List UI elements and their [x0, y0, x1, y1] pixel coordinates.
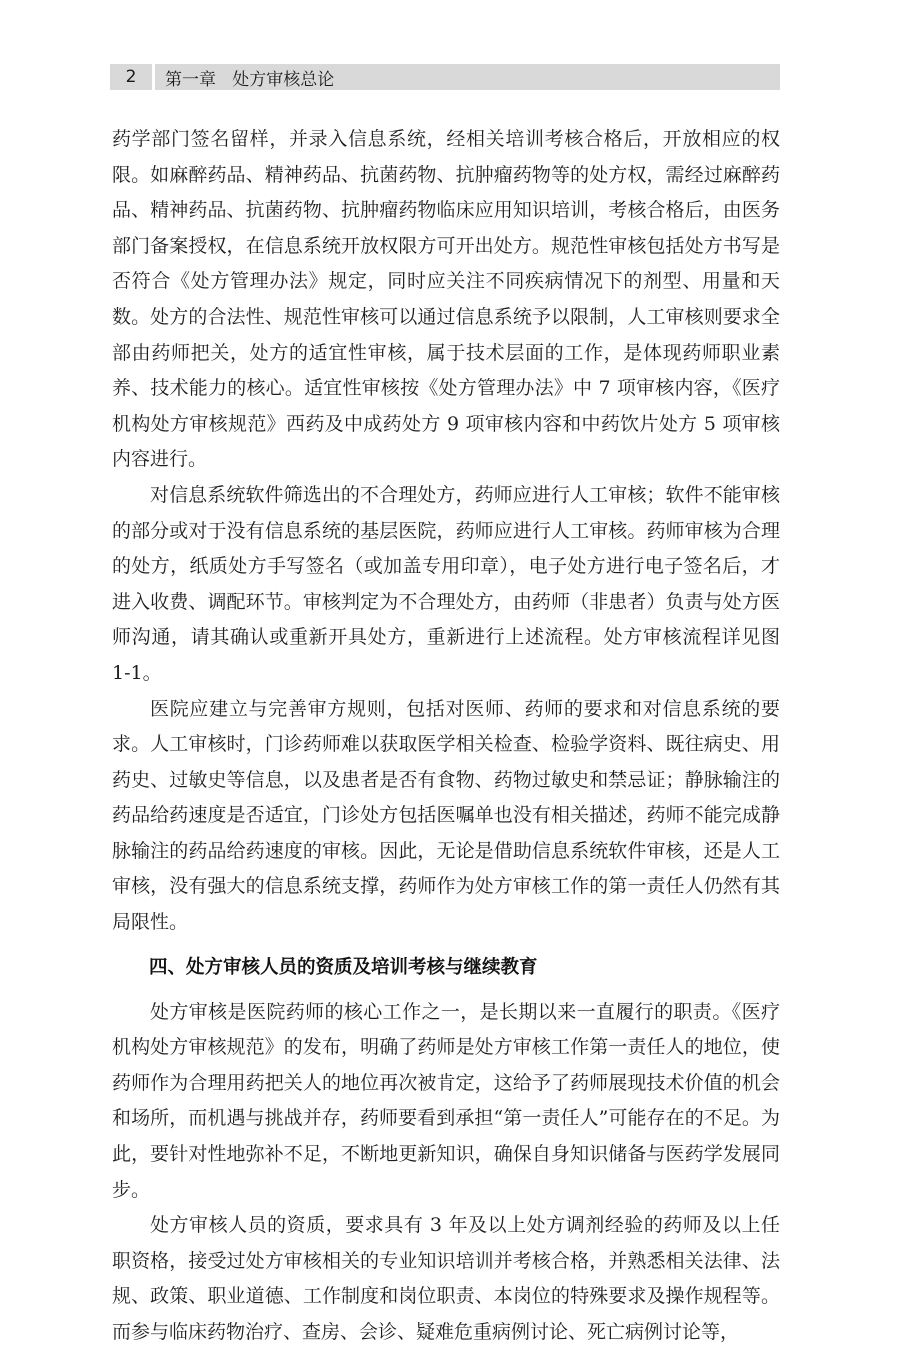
header-divider: [152, 64, 155, 90]
paragraph-continued: 药学部门签名留样，并录入信息系统，经相关培训考核合格后，开放相应的权限。如麻醉药品、精神药品、抗菌药物、抗肿瘤药物等的处方权，需经过麻醉药品、精神药品、抗菌药物、抗肿瘤药物临床应用知识培训，考核合格后，由医务部门备案授权，在信息系统开放权限方可开出处方。规范性审核包括处方书写是否符合《处方管理办法》规定，同时应关注不同疾病情况下的剂型、用量和天数。处方的合法性、规范性审核可以通过信息系统予以限制，人工审核则要求全部由药师把关，处方的适宜性审核，属于技术层面的工作，是体现药师职业素养、技术能力的核心。适宜性审核按《处方管理办法》中 7 项审核内容，《医疗机构处方审核规范》西药及中成药处方 9 项审核内容和中药饮片处方 5 项审核内容进行。: [112, 128, 780, 471]
paragraph: 对信息系统软件筛选出的不合理处方，药师应进行人工审核；软件不能审核的部分或对于没有信息系统的基层医院，药师应进行人工审核。药师审核为合理的处方，纸质处方手写签名（或加盖专用印章），电子处方进行电子签名后，才进入收费、调配环节。审核判定为不合理处方，由药师（非患者）负责与处方医师沟通，请其确认或重新开具处方，重新进行上述流程。处方审核流程详见图 1-1。: [112, 483, 780, 684]
page-body: [112, 122, 780, 1351]
page-number: 2: [125, 67, 137, 87]
chapter-title: 第一章 处方审核总论: [165, 69, 335, 90]
running-header: [110, 64, 780, 90]
paragraph: 医院应建立与完善审方规则，包括对医师、药师的要求和对信息系统的要求。人工审核时，门诊药师难以获取医学相关检查、检验学资料、既往病史、用药史、过敏史等信息，以及患者是否有食物、药物过敏史和禁忌证；静脉输注的药品给药速度是否适宜，门诊处方包括医嘱单也没有相关描述，药师不能完成静脉输注的药品给药速度的审核。因此，无论是借助信息系统软件审核，还是人工审核，没有强大的信息系统支撑，药师作为处方审核工作的第一责任人仍然有其局限性。: [112, 697, 780, 934]
paragraph: 处方审核人员的资质，要求具有 3 年及以上处方调剂经验的药师及以上任职资格，接受过处方审核相关的专业知识培训并考核合格，并熟悉相关法律、法规、政策、职业道德、工作制度和岗位职责、本岗位的特殊要求及操作规程等。而参与临床药物治疗、查房、会诊、疑难危重病例讨论、死亡病例讨论等，: [112, 1214, 780, 1343]
paragraph: 处方审核是医院药师的核心工作之一，是长期以来一直履行的职责。《医疗机构处方审核规范》的发布，明确了药师是处方审核工作第一责任人的地位，使药师作为合理用药把关人的地位再次被肯定，这给予了药师展现技术价值的机会和场所，而机遇与挑战并存，药师要看到承担“第一责任人”可能存在的不足。为此，要针对性地弥补不足，不断地更新知识，确保自身知识储备与医药学发展同步。: [112, 1000, 780, 1201]
section-heading: 四、处方审核人员的资质及培训考核与继续教育: [149, 956, 538, 978]
